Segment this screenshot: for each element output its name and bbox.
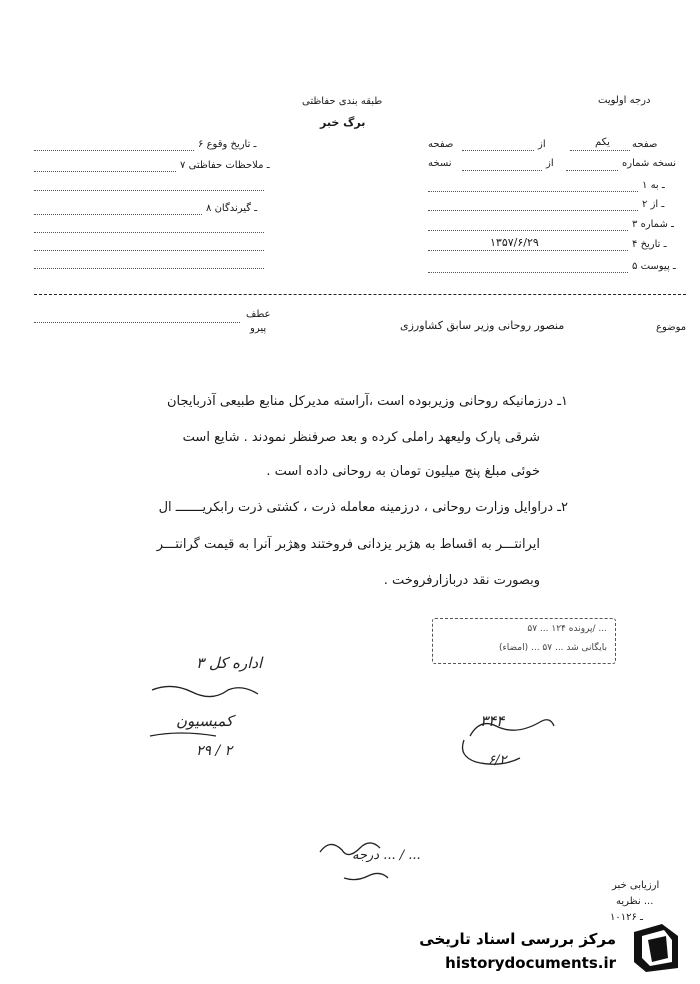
copy-word: نسخه [428, 158, 452, 169]
subject-value: منصور روحانی وزیر سابق کشاورزی [400, 319, 565, 332]
signature-right [463, 720, 555, 765]
number-field-dots [428, 230, 628, 231]
header-separator [34, 294, 686, 295]
date-field-value: ۱۳۵۷/۶/۲۹ [490, 236, 539, 249]
body-paragraph-2-line-1: ۲ـ دراوایل وزارت روحانی ، درزمینه معامله ذرت ، کشتی ذرت رابکریـــــــ ال [158, 500, 568, 515]
left-field-blank-dots-3 [34, 250, 264, 251]
left-field-blank-dots-4 [34, 268, 264, 269]
subject-label: موضوع [656, 322, 687, 333]
body-paragraph-1-line-3: خوئی مبلغ پنج میلیون تومان به روحانی داده است . [266, 464, 540, 479]
copy-of: از [546, 158, 554, 169]
left-field-security-notes: ۷ ـ ملاحظات حفاظتی [180, 160, 270, 171]
to-field-dots [428, 191, 638, 192]
footer-form-code: ۱۰۱ـ ۲۶ [610, 912, 643, 923]
handwritten-note-bottom: درجه ... / ... [352, 848, 421, 863]
watermark-title: مرکز بررسی اسناد تاریخی [419, 930, 616, 948]
page-label: صفحه [632, 139, 658, 150]
left-field-occurrence-date: ۶ ـ تاریخ وقوع [198, 139, 257, 150]
left-field-recipients: ۸ ـ گیرندگان [206, 203, 258, 214]
number-field-label: ۳ ـ شماره [632, 219, 674, 230]
left-field-security-dots [34, 171, 176, 172]
left-field-blank-dots-1 [34, 190, 264, 191]
left-field-occurrence-dots [34, 150, 194, 151]
body-paragraph-2-line-3: وبصورت نقد دربازارفروخت . [383, 573, 540, 588]
from-field-label: ۲ ـ از [642, 199, 665, 210]
page-dots [570, 150, 630, 151]
attachment-field-dots [428, 272, 628, 273]
page-of: از [538, 139, 546, 150]
handwritten-note-left-1: کمیسیون [176, 712, 234, 730]
left-field-blank-dots-2 [34, 232, 264, 233]
subject-ref-bottom: پیرو [250, 323, 267, 334]
form-title: برگ خبر [320, 116, 366, 129]
handwritten-note-directorate: اداره کل ۳ [196, 654, 263, 672]
page-word: صفحه [428, 139, 454, 150]
watermark-logo [408, 918, 690, 978]
date-field-label: ۴ ـ تاریخ [632, 239, 667, 250]
watermark-url: historydocuments.ir [445, 954, 616, 972]
date-field-dots [428, 250, 628, 251]
body-paragraph-1-line-2: شرقی پارک ولیعهد راملی کرده و بعد صرفنظر نمودند . شایع است [182, 430, 540, 445]
handwritten-note-left-2: ۲۹ / ۲ [196, 743, 233, 759]
copy-of-dots [462, 170, 542, 171]
body-paragraph-2-line-2: ایرانتـــر به اقساط به هژبر یزدانی فروختند وهژبر آنرا به قیمت گرانتـــر [156, 537, 540, 552]
archive-stamp [432, 618, 616, 664]
page-value: یکم [595, 137, 610, 148]
document-emblem-icon [628, 922, 684, 974]
footer-evaluation: ارزیابی خبر [612, 880, 660, 891]
subject-ref-dots [34, 322, 240, 323]
handwritten-note-right-2: ۶/۲ [488, 753, 507, 768]
page-of-dots [462, 150, 534, 151]
footer-opinion: نظریه ... [616, 896, 654, 907]
handwritten-note-right-1: ۳۴۴ [480, 712, 505, 730]
copy-dots [566, 170, 618, 171]
classification-label: طبقه بندی حفاظتی [302, 96, 383, 107]
priority-label: درجه اولویت [598, 95, 651, 106]
from-field-dots [428, 210, 638, 211]
stamp-line-2: بایگانی شد ... ۵۷ ... (امضاء) [498, 643, 607, 653]
copy-label: نسخه شماره [622, 158, 676, 169]
to-field-label: ۱ ـ به [642, 180, 665, 191]
attachment-field-label: ۵ ـ پیوست [632, 261, 676, 272]
left-field-recipients-dots [34, 214, 202, 215]
stamp-line-1: پرونده ۱۲۴ ... ۵۷/ ... [527, 624, 607, 634]
body-paragraph-1-line-1: ۱ـ درزمانیکه روحانی وزیربوده است ،آراسته مدیرکل منابع طبیعی آذربایجان [166, 394, 568, 409]
subject-ref-top: عطف [246, 309, 271, 320]
